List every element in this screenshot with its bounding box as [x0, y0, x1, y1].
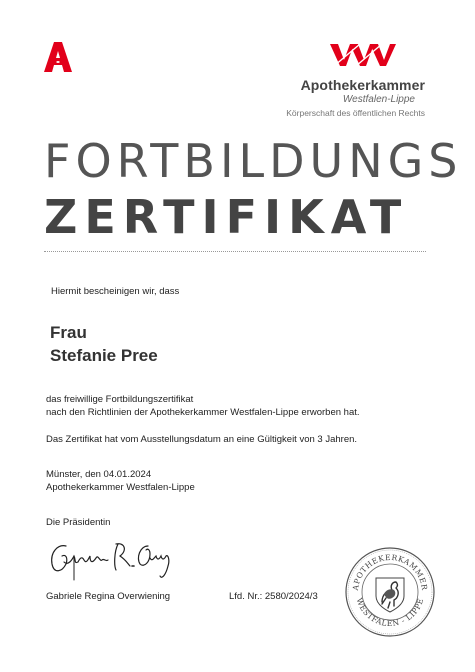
reference-number: Lfd. Nr.: 2580/2024/3 [229, 591, 318, 602]
recipient-salutation: Frau [50, 323, 87, 342]
issuer: Apothekerkammer Westfalen-Lippe [46, 482, 195, 493]
org-legal-form: Körperschaft des öffentlichen Rechts [286, 108, 425, 118]
certificate-text-1: das freiwillige Fortbildungszertifikat [46, 394, 194, 405]
org-name: Apothekerkammer [300, 77, 425, 93]
apotheke-a-icon [44, 42, 72, 72]
divider [44, 251, 426, 252]
signature-icon [44, 532, 174, 588]
certificate-text-2: nach den Richtlinien der Apothekerkammer Westfalen-Lippe erworben hat. [46, 407, 360, 418]
certificate-title-line1: FORTBILDUNGS [44, 134, 463, 188]
recipient-name: Stefanie Pree [50, 346, 158, 365]
official-seal [344, 546, 436, 638]
certificate-title-line2: ZERTIFIKAT [44, 190, 409, 244]
validity-text: Das Zertifikat hat vom Ausstellungsdatum an eine Gültigkeit von 3 Jahren. [46, 434, 358, 445]
seal-bottom-text: WESTFALEN - LIPPE [354, 596, 426, 629]
intro-text: Hiermit bescheinigen wir, dass [51, 286, 180, 297]
horse-shield-icon [376, 578, 404, 612]
signer-role: Die Präsidentin [46, 517, 111, 528]
signer-name: Gabriele Regina Overwiening [46, 591, 171, 602]
seal-top-text: APOTHEKERKAMMER [350, 552, 430, 592]
org-region: Westfalen-Lippe [342, 94, 415, 105]
akwl-logo-icon [330, 42, 396, 68]
place-date: Münster, den 04.01.2024 [46, 469, 152, 480]
